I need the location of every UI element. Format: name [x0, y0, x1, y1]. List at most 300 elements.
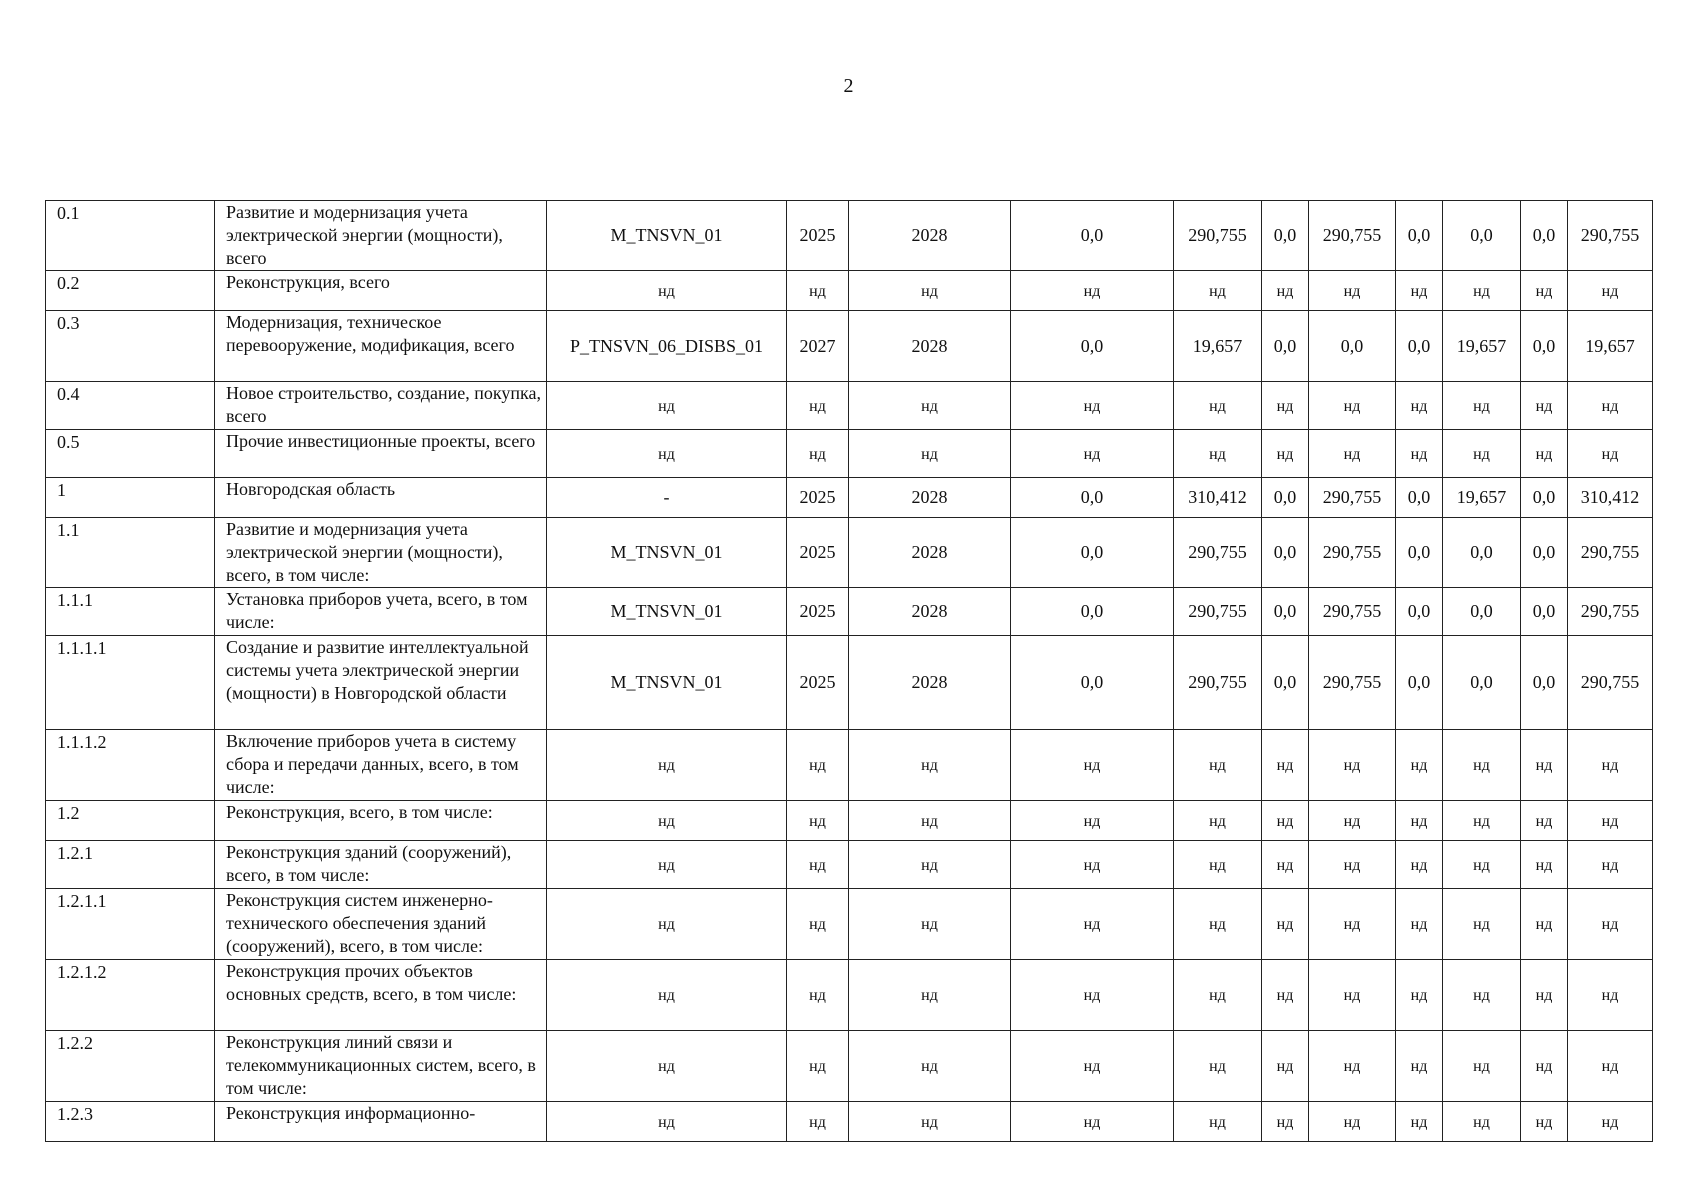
row-cell [1443, 801, 1521, 841]
row-cell [787, 311, 849, 382]
cell-value: 290,755 [1188, 672, 1247, 692]
row-cell [1396, 960, 1443, 1031]
row-cell [1521, 518, 1568, 588]
row-cell [787, 271, 849, 311]
row-cell [1011, 1031, 1174, 1102]
cell-value: нд [921, 1113, 938, 1131]
row-cell [1396, 1102, 1443, 1142]
row-cell [547, 271, 787, 311]
row-cell [849, 478, 1011, 518]
row-cell [1011, 430, 1174, 478]
row-cell [1396, 841, 1443, 889]
row-cell [1521, 311, 1568, 382]
row-cell [1521, 201, 1568, 271]
cell-value: нд [1343, 916, 1361, 933]
row-name: Реконструкция информационно- [215, 1102, 547, 1142]
row-cell [1568, 271, 1653, 311]
row-name: Реконструкция систем инженерно-технического обеспечения зданий (сооружений), всего, в том числе: [215, 889, 547, 960]
cell-value: M_TNSVN_01 [610, 542, 723, 562]
row-cell [849, 382, 1011, 430]
cell-value: нд [809, 812, 826, 830]
row-name: Включение приборов учета в систему сбора и передачи данных, всего, в том числе: [215, 730, 547, 801]
cell-value: 19,657 [1456, 487, 1507, 507]
cell-value: 310,412 [1580, 487, 1640, 507]
cell-value: M_TNSVN_01 [610, 672, 723, 692]
row-number: 1.2.2 [46, 1031, 215, 1102]
row-cell [849, 1102, 1011, 1142]
cell-value: 2028 [911, 335, 948, 356]
row-cell [1568, 730, 1653, 801]
cell-value: нд [1601, 856, 1619, 874]
cell-value: 290,755 [1322, 487, 1382, 507]
row-cell [547, 841, 787, 889]
row-cell [1262, 636, 1309, 730]
cell-value: 0,0 [1532, 542, 1556, 562]
row-cell [787, 478, 849, 518]
cell-value: нд [921, 987, 938, 1004]
cell-value: нд [809, 1058, 826, 1075]
row-cell [1568, 889, 1653, 960]
row-cell [1011, 271, 1174, 311]
row-cell [787, 201, 849, 271]
row-cell [1521, 889, 1568, 960]
cell-value: 2028 [911, 225, 948, 245]
row-cell [787, 730, 849, 801]
table-row [46, 518, 1653, 588]
cell-value: нд [1343, 1113, 1361, 1131]
row-cell [1396, 430, 1443, 478]
table-row [46, 201, 1653, 271]
cell-value: 19,657 [1192, 335, 1243, 356]
cell-value: нд [1083, 445, 1101, 463]
cell-value: нд [1601, 812, 1619, 830]
cell-value: нд [1473, 856, 1490, 874]
cell-value: нд [1083, 987, 1101, 1004]
cell-value: 0,0 [1532, 335, 1556, 356]
row-cell [547, 636, 787, 730]
row-cell [1568, 201, 1653, 271]
row-cell [547, 311, 787, 382]
row-cell [547, 382, 787, 430]
cell-value: нд [1410, 757, 1428, 774]
row-cell [1174, 636, 1262, 730]
row-cell [1262, 730, 1309, 801]
row-cell [1568, 588, 1653, 636]
row-cell [1443, 271, 1521, 311]
cell-value: нд [1410, 987, 1428, 1004]
cell-value: нд [809, 397, 826, 415]
cell-value: нд [809, 856, 826, 874]
cell-value: нд [809, 916, 826, 933]
cell-value: нд [1535, 282, 1553, 300]
row-cell [787, 518, 849, 588]
cell-value: 0,0 [1340, 335, 1364, 356]
cell-value: 290,755 [1188, 225, 1247, 245]
cell-value: 0,0 [1273, 542, 1297, 562]
row-cell [1396, 730, 1443, 801]
investment-table [45, 200, 1653, 1142]
row-cell [1521, 636, 1568, 730]
cell-value: нд [1410, 856, 1428, 874]
row-cell [1011, 801, 1174, 841]
cell-value: нд [1209, 1058, 1226, 1075]
row-cell [1396, 382, 1443, 430]
cell-value: нд [1083, 1113, 1101, 1131]
table-row [46, 960, 1653, 1031]
row-name: Реконструкция линий связи и телекоммуникационных систем, всего, в том числе: [215, 1031, 547, 1102]
row-cell [1396, 201, 1443, 271]
row-cell [1262, 801, 1309, 841]
cell-value: нд [1410, 812, 1428, 830]
row-cell [849, 271, 1011, 311]
cell-value: нд [1535, 757, 1553, 774]
row-cell [1521, 430, 1568, 478]
table-row [46, 1102, 1653, 1142]
row-number: 0.1 [46, 201, 215, 271]
cell-value: 2025 [799, 672, 836, 692]
cell-value: 290,755 [1322, 672, 1382, 692]
row-cell [1521, 1031, 1568, 1102]
row-cell [787, 588, 849, 636]
row-cell [1262, 382, 1309, 430]
page-number: 2 [843, 75, 854, 97]
row-cell [1568, 518, 1653, 588]
row-cell [849, 311, 1011, 382]
row-cell [849, 430, 1011, 478]
cell-value: нд [1473, 1058, 1490, 1075]
cell-value: нд [1601, 987, 1619, 1004]
cell-value: нд [1601, 1113, 1619, 1131]
row-name: Реконструкция, всего [215, 271, 547, 311]
cell-value: нд [1410, 282, 1428, 300]
row-cell [1174, 801, 1262, 841]
cell-value: нд [658, 445, 675, 463]
cell-value: 0,0 [1080, 542, 1104, 562]
cell-value: нд [1276, 916, 1294, 933]
row-cell [849, 889, 1011, 960]
cell-value: нд [1343, 987, 1361, 1004]
row-cell [1568, 1102, 1653, 1142]
cell-value: нд [1601, 757, 1619, 774]
table-row [46, 311, 1653, 382]
row-cell [1443, 889, 1521, 960]
row-cell [1521, 1102, 1568, 1142]
cell-value: 0,0 [1273, 672, 1297, 692]
row-cell [1262, 1031, 1309, 1102]
row-cell [1521, 730, 1568, 801]
table-row [46, 430, 1653, 478]
cell-value: нд [658, 916, 675, 933]
table-row [46, 889, 1653, 960]
cell-value: 290,755 [1580, 672, 1640, 692]
row-name: Модернизация, техническое перевооружение, модификация, всего [215, 311, 547, 382]
cell-value: 290,755 [1580, 542, 1640, 562]
row-number: 1.1 [46, 518, 215, 588]
cell-value: 19,657 [1585, 335, 1635, 356]
cell-value: нд [921, 282, 938, 300]
row-cell [1443, 636, 1521, 730]
cell-value: 0,0 [1470, 225, 1493, 245]
cell-value: 0,0 [1080, 672, 1104, 692]
cell-value: нд [1535, 397, 1553, 415]
cell-value: 0,0 [1273, 601, 1297, 621]
row-cell [547, 1102, 787, 1142]
cell-value: 0,0 [1080, 225, 1104, 245]
cell-value: нд [921, 856, 938, 874]
cell-value: нд [1083, 916, 1101, 933]
row-cell [1443, 201, 1521, 271]
cell-value: нд [658, 856, 675, 874]
row-cell [1011, 636, 1174, 730]
row-cell [1262, 201, 1309, 271]
cell-value: нд [1343, 1058, 1361, 1075]
row-cell [849, 636, 1011, 730]
cell-value: 0,0 [1273, 335, 1297, 356]
cell-value: нд [1473, 757, 1490, 774]
cell-value: нд [1083, 757, 1101, 774]
row-name: Новое строительство, создание, покупка, всего [215, 382, 547, 430]
row-cell [1174, 1102, 1262, 1142]
cell-value: нд [1535, 1058, 1553, 1075]
cell-value: 0,0 [1470, 672, 1493, 692]
cell-value: 19,657 [1456, 335, 1507, 356]
row-cell [787, 889, 849, 960]
cell-value: 2025 [799, 601, 836, 621]
row-cell [787, 382, 849, 430]
row-cell [1521, 478, 1568, 518]
cell-value: 290,755 [1580, 601, 1640, 621]
cell-value: нд [921, 916, 938, 933]
cell-value: нд [658, 282, 675, 300]
row-cell [1309, 730, 1396, 801]
row-cell [1309, 960, 1396, 1031]
cell-value: нд [1410, 1113, 1428, 1131]
row-cell [1443, 382, 1521, 430]
row-cell [1262, 518, 1309, 588]
cell-value: 0,0 [1532, 672, 1556, 692]
row-cell [1521, 801, 1568, 841]
row-cell [547, 1031, 787, 1102]
cell-value: нд [1209, 812, 1226, 830]
row-cell [1568, 841, 1653, 889]
row-cell [1174, 271, 1262, 311]
row-cell [1174, 730, 1262, 801]
row-cell [1309, 841, 1396, 889]
row-cell [1309, 801, 1396, 841]
cell-value: нд [1343, 812, 1361, 830]
row-cell [1568, 636, 1653, 730]
cell-value: нд [1209, 397, 1226, 415]
row-cell [787, 636, 849, 730]
cell-value: нд [1535, 445, 1553, 463]
cell-value: M_TNSVN_01 [610, 225, 723, 245]
row-cell [1568, 960, 1653, 1031]
row-cell [1443, 430, 1521, 478]
row-cell [1396, 636, 1443, 730]
row-name: Реконструкция, всего, в том числе: [215, 801, 547, 841]
cell-value: 0,0 [1080, 487, 1104, 507]
cell-value: нд [1209, 987, 1226, 1004]
cell-value: нд [1209, 445, 1226, 463]
cell-value: 2028 [911, 601, 948, 621]
row-cell [1262, 430, 1309, 478]
row-name: Реконструкция прочих объектов основных средств, всего, в том числе: [215, 960, 547, 1031]
table-row [46, 382, 1653, 430]
row-cell [1011, 382, 1174, 430]
cell-value: нд [921, 397, 938, 415]
row-cell [1568, 311, 1653, 382]
cell-value: нд [809, 987, 826, 1004]
cell-value: нд [1276, 445, 1294, 463]
table-row [46, 636, 1653, 730]
table-body [46, 201, 1653, 1142]
row-cell [1443, 311, 1521, 382]
table-row [46, 271, 1653, 311]
row-cell [1174, 201, 1262, 271]
row-cell [1396, 889, 1443, 960]
row-cell [1521, 382, 1568, 430]
cell-value: нд [1343, 856, 1361, 874]
cell-value: нд [1083, 856, 1101, 874]
cell-value: нд [658, 987, 675, 1004]
cell-value: 2025 [799, 487, 836, 507]
row-name: Установка приборов учета, всего, в том числе: [215, 588, 547, 636]
row-number: 0.4 [46, 382, 215, 430]
row-cell [1568, 801, 1653, 841]
row-cell [1521, 588, 1568, 636]
row-number: 1.2 [46, 801, 215, 841]
row-number: 1.2.3 [46, 1102, 215, 1142]
cell-value: 290,755 [1322, 542, 1382, 562]
cell-value: 0,0 [1407, 542, 1431, 562]
cell-value: 290,755 [1322, 225, 1382, 245]
row-cell [1309, 1031, 1396, 1102]
row-cell [849, 1031, 1011, 1102]
cell-value: нд [1083, 397, 1101, 415]
row-cell [1174, 430, 1262, 478]
row-cell [1396, 518, 1443, 588]
cell-value: - [663, 487, 670, 507]
row-name: Новгородская область [215, 478, 547, 518]
row-name: Создание и развитие интеллектуальной системы учета электрической энергии (мощности) в Новгородской области [215, 636, 547, 730]
cell-value: нд [1410, 1058, 1428, 1075]
row-cell [787, 801, 849, 841]
row-cell [849, 201, 1011, 271]
cell-value: 0,0 [1407, 601, 1431, 621]
table-row [46, 478, 1653, 518]
cell-value: нд [1343, 757, 1361, 774]
cell-value: нд [1276, 282, 1294, 300]
cell-value: нд [809, 757, 826, 774]
cell-value: нд [1209, 856, 1226, 874]
row-cell [1262, 889, 1309, 960]
row-cell [787, 1031, 849, 1102]
row-cell [1174, 382, 1262, 430]
row-cell [1174, 478, 1262, 518]
cell-value: 0,0 [1470, 601, 1493, 621]
cell-value: нд [658, 757, 675, 774]
table-row [46, 1031, 1653, 1102]
row-cell [1011, 518, 1174, 588]
cell-value: 290,755 [1322, 601, 1382, 621]
row-cell [1309, 271, 1396, 311]
row-cell [1443, 518, 1521, 588]
row-cell [1443, 960, 1521, 1031]
cell-value: нд [1276, 757, 1294, 774]
row-cell [1174, 588, 1262, 636]
row-cell [547, 430, 787, 478]
cell-value: нд [1535, 916, 1553, 933]
cell-value: нд [1473, 812, 1490, 830]
cell-value: нд [1343, 397, 1361, 415]
cell-value: нд [1410, 916, 1428, 933]
row-number: 1.1.1.1 [46, 636, 215, 730]
cell-value: нд [1601, 282, 1619, 300]
cell-value: нд [1209, 282, 1226, 300]
cell-value: нд [1535, 987, 1553, 1004]
row-cell [1309, 1102, 1396, 1142]
row-cell [1443, 478, 1521, 518]
row-cell [1174, 960, 1262, 1031]
row-cell [1262, 960, 1309, 1031]
cell-value: 0,0 [1080, 601, 1104, 621]
cell-value: нд [1209, 916, 1226, 933]
row-cell [1568, 430, 1653, 478]
table-row [46, 730, 1653, 801]
cell-value: 290,755 [1580, 225, 1640, 245]
row-number: 1.1.1.2 [46, 730, 215, 801]
row-cell [1262, 841, 1309, 889]
row-cell [849, 960, 1011, 1031]
cell-value: нд [1473, 1113, 1490, 1131]
row-cell [1443, 730, 1521, 801]
cell-value: 0,0 [1532, 487, 1556, 507]
cell-value: нд [1276, 856, 1294, 874]
cell-value: нд [1276, 1058, 1294, 1075]
row-cell [547, 588, 787, 636]
cell-value: нд [1083, 282, 1101, 300]
row-cell [1568, 478, 1653, 518]
row-cell [1309, 478, 1396, 518]
cell-value: M_TNSVN_01 [610, 601, 723, 621]
cell-value: 2025 [799, 225, 836, 245]
row-cell [1309, 636, 1396, 730]
cell-value: нд [1601, 397, 1619, 415]
row-cell [1309, 430, 1396, 478]
row-cell [1011, 588, 1174, 636]
cell-value: нд [1601, 445, 1619, 463]
cell-value: нд [1601, 1058, 1619, 1075]
row-number: 1.2.1.2 [46, 960, 215, 1031]
row-cell [1396, 1031, 1443, 1102]
row-cell [1011, 201, 1174, 271]
cell-value: 0,0 [1273, 487, 1297, 507]
row-cell [1262, 1102, 1309, 1142]
cell-value: 310,412 [1188, 487, 1247, 507]
cell-value: 0,0 [1532, 225, 1556, 245]
row-cell [1011, 841, 1174, 889]
row-cell [1443, 1031, 1521, 1102]
row-cell [1262, 311, 1309, 382]
cell-value: 0,0 [1470, 542, 1493, 562]
row-cell [787, 430, 849, 478]
row-cell [1011, 730, 1174, 801]
cell-value: нд [1209, 757, 1226, 774]
row-cell [849, 588, 1011, 636]
row-cell [787, 1102, 849, 1142]
cell-value: нд [921, 812, 938, 830]
row-cell [1443, 588, 1521, 636]
